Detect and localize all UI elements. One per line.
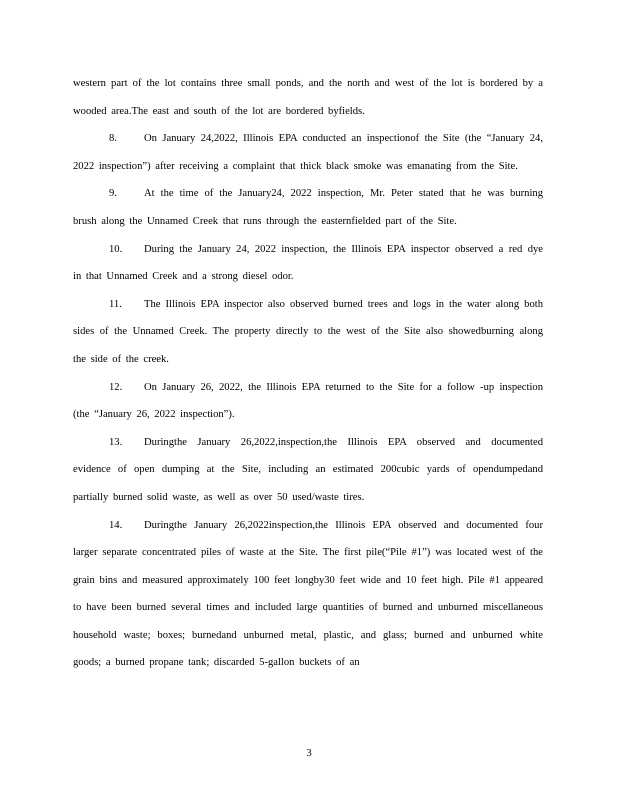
paragraph-number: 12. — [109, 381, 123, 393]
paragraph-text: The Illinois EPA inspector also observed burned trees and logs in the water along both sides of the Unnamed Creek. The property directly to the west of the Site also showedburning along the side of the creek. — [73, 298, 543, 365]
page-number: 3 — [306, 748, 312, 759]
paragraph-11 — [73, 291, 543, 374]
paragraph-text: At the time of the January24, 2022 inspection, Mr. Peter stated that he was burning brush along the Unnamed Creek that runs through the easternfielded part of the Site. — [73, 188, 543, 227]
paragraph-continued — [73, 70, 543, 125]
paragraph-text: Duringthe January 26,2022,inspection,the Illinois EPA observed and documented evidence of open dumping at the Site, including an estimated 200cubic yards of opendumpedand partially burned solid waste, as well as over 50 used/waste tires. — [73, 436, 543, 503]
paragraph-text: Duringthe January 26,2022inspection,the Illinois EPA observed and documented four larger separate concentrated piles of waste at the Site. The first pile(“Pile #1”) was located west of the grain bins and measured approximately 100 feet longby30 feet wide and 10 feet high. Pile #1 appeared to have been burned several times and included large quantities of burned and unburned miscellaneous household waste; boxes; burnedand unburned metal, plastic, and glass; burned and unburned white goods; a burned propane tank; discarded 5-gallon buckets of an — [73, 519, 543, 669]
paragraph-number: 10. — [109, 243, 123, 255]
paragraph-12 — [73, 374, 543, 429]
paragraph-number: 8. — [109, 133, 117, 145]
paragraph-number: 11. — [109, 298, 122, 310]
paragraph-number: 14. — [109, 519, 123, 531]
document-body — [73, 70, 543, 677]
paragraph-text: western part of the lot contains three small ponds, and the north and west of the lot is bordered by a wooded area.The east and south of the lot are bordered byfields. — [73, 78, 543, 117]
paragraph-8 — [73, 125, 543, 180]
paragraph-text: On January 24,2022, Illinois EPA conducted an inspectionof the Site (the “January 24, 2022 inspection”) after receiving a complaint that thick black smoke was emanating from the Site. — [73, 133, 543, 172]
paragraph-14 — [73, 512, 543, 678]
paragraph-number: 13. — [109, 436, 123, 448]
paragraph-13 — [73, 429, 543, 512]
paragraph-9 — [73, 180, 543, 235]
paragraph-10 — [73, 236, 543, 291]
paragraph-number: 9. — [109, 188, 117, 200]
paragraph-text: During the January 24, 2022 inspection, the Illinois EPA inspector observed a red dye in that Unnamed Creek and a strong diesel odor. — [73, 243, 543, 283]
paragraph-text: On January 26, 2022, the Illinois EPA returned to the Site for a follow -up inspection (the “January 26, 2022 inspection”). — [73, 381, 543, 421]
